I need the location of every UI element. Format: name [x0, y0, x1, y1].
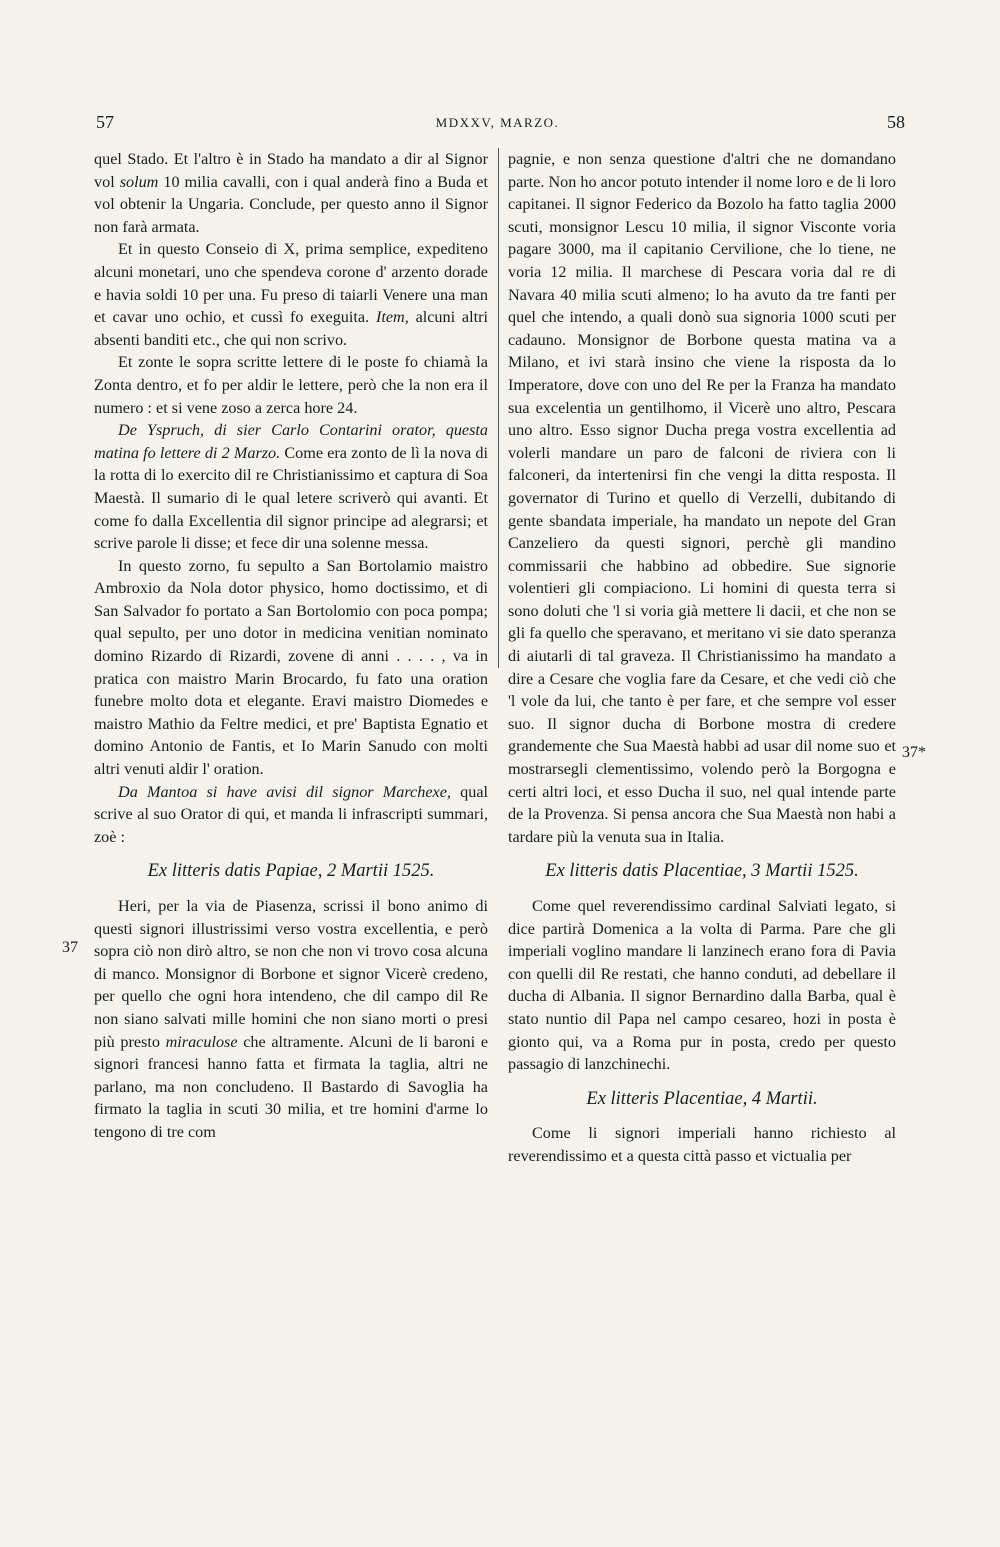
page-number-right: 58 — [887, 112, 905, 132]
section-heading: Ex litteris datis Placentiae, 3 Martii 1525. — [545, 861, 859, 882]
paragraph: Et in questo Conseio di X, prima semplice, expediteno alcuni monetari, uno che spendeva corone d' arzento dorade e havia soldi 10 per una. Fu preso di taiarli Venere una man et cavar uno ochio, et cussì fo exeguita. Item, alcuni altri absenti banditi etc., che qui non scrivo. — [94, 240, 488, 349]
paragraph: Heri, per la via de Piasenza, scrissi il bono animo di questi signori illustrissimi verso vostra excellentia, e però sopra ciò non dirò altro, se non che non vi trovo cosa alcuna di manco. Monsignor di Borbone et signor Vicerè credeno, per quello che ogni hora intendeno, che dil campo dil Re non siano salvati mille homini che non siano morti o presi più presto miraculose che altramente. Alcuni de li baroni e signori francesi hanno fatta et firmata la taglia, altri ne parlano, ma non concludeno. Il Bastardo di Savoglia ha firmato la taglia in scuti 30 milia, et tre homini d'arme lo tengono di tre com — [94, 897, 489, 1141]
running-title: MDXXV, MARZO. — [435, 115, 560, 130]
paragraph: pagnie, e non senza questione d'altri che ne domandano parte. Non ho ancor potuto intender il nome loro e de li loro capitanei. Il signor Federico da Bozolo ha fatto taglia 2000 scuti, monsignor Lescu 10 milia, il signor Visconte voria pagare 3000, ma il capitanio Cervilione, che lo tiene, ne voria 12 milia. Il marchese di Pescara voria dal re di Navara 40 milia scuti almeno; lo ha avuto da tre fanti per quel che intendo, a quali donò sua signoria 1000 scuti per cadauno. Monsignor de Borbone questa matina va a Milano, et ivi starà insino che viene la risposta da lo Imperatore, dove con uno del Re per la Franza ha mandato sua excelentia un gentilhomo, il Vicerè uno altro, Pescara uno altro. Esso signor Ducha prega vostra excellentia ad volerli mandare un paro de falconi de riviera con li falconeri, da intertenirsi fin che vengi la ditta resposta. Il governator di Turino et quello di Verzelli, dubitando di gente sbandata imperiale, ha mandato un nepote del Gran Canzeliero da questi signori, perchè gli mandino commissarii che habbino ad obbedire. Sue signorie volentieri gli compiaciono. Li homini di questa terra si sono doluti che 'l si voria già mettere li dacii, et che non se gli fa quello che speravano, et meritano vi sie dato speranza di aiutarli di tal graveza. Il Christianissimo ha mandato a dire a Cesare che voglia fare da Cesare, et che vedi ciò che 'l vole da lui, che tanto è per fare, et che sempre vol esser suo. Il signor ducha di Borbone mostra di credere grandemente che Sua Maestà habbi ad usar dil nome suo et mostrarsegli clementissimo, volendo però la Borgogna e certi altri loci, et esso Ducha il suo, nel qual intende parte de la Provenza. Si pensa ancora che Sua Maestà non habi a tardare più la venuta sua in Italia. — [508, 150, 896, 846]
right-column — [508, 148, 896, 1168]
page-header — [90, 112, 905, 134]
section-heading: Ex litteris datis Papiae, 2 Martii 1525. — [147, 861, 435, 882]
margin-note-left: 37 — [62, 939, 78, 956]
paragraph: Et zonte le sopra scritte lettere di le poste fo chiamà la Zonta dentro, et fo per aldir le lettere, però che la non era il numero : et si vene zoso a zerca hore 24. — [94, 353, 488, 417]
left-column — [94, 148, 488, 1144]
margin-note-right: 37* — [902, 744, 926, 761]
page-number-left: 57 — [96, 112, 114, 132]
paragraph: De Yspruch, di sier Carlo Contarini orator, questa matina fo lettere di 2 Marzo. Come era zonto de lì la nova di la rotta di lo exercito dil re Christianissimo et captura di Soa Maestà. Il sumario di le qual letere scriverò qui avanti. Et come fo dalla Excellentia dil signor principe ad alegrarsi; et scrive parole li disse; et fece dir una solenne messa. — [94, 421, 489, 553]
section-heading: Ex litteris Placentiae, 4 Martii. — [586, 1088, 818, 1109]
paragraph: quel Stado. Et l'altro è in Stado ha mandato a dir al Signor vol solum 10 milia cavalli, con i qual anderà fino a Buda et vol obtenir la Ungaria. Conclude, per questo anno il Signor non farà armata. — [94, 150, 488, 236]
paragraph: Come quel reverendissimo cardinal Salviati legato, si dice partirà Domenica a la volta di Parma. Pare che gli imperiali voglino mandare li lanzinech erano fora di Pavia con quelli dil Re restati, che hanno conduti, ad debellare il ducha di Albania. Il signor Bernardino dalla Barba, qual è stato nuntio dil Papa nel campo cesareo, hozi in posta è gionto qui, va a Roma pur in posta, credo per questo passagio di lanzchinechi. — [508, 897, 896, 1074]
column-divider — [498, 148, 499, 668]
paragraph: In questo zorno, fu sepulto a San Bortolamio maistro Ambroxio da Nola dotor physico, homo doctissimo, et di San Salvador fo portato a San Bortolomio con poca pompa; qual sepulto, per uno dotor in medicina venitian nominato domino Rizardo di Rizardi, zovene di anni . . . . , va in pratica con maistro Marin Brocardo, fu fato una oration funebre molto dota et elegante. Eravi maistro Diomedes e maistro Mathio da Feltre medici, et pre' Baptista Egnatio et domino Antonio de Fantis, et Io Marin Sanudo con molti altri venuti aldir l' oration. — [94, 556, 488, 779]
paragraph: Come li signori imperiali hanno richiesto al reverendissimo et a questa città passo et victualia per — [508, 1124, 896, 1165]
paragraph: Da Mantoa si have avisi dil signor Marchexe, qual scrive al suo Orator di qui, et manda li infrascripti summari, zoè : — [94, 782, 488, 846]
